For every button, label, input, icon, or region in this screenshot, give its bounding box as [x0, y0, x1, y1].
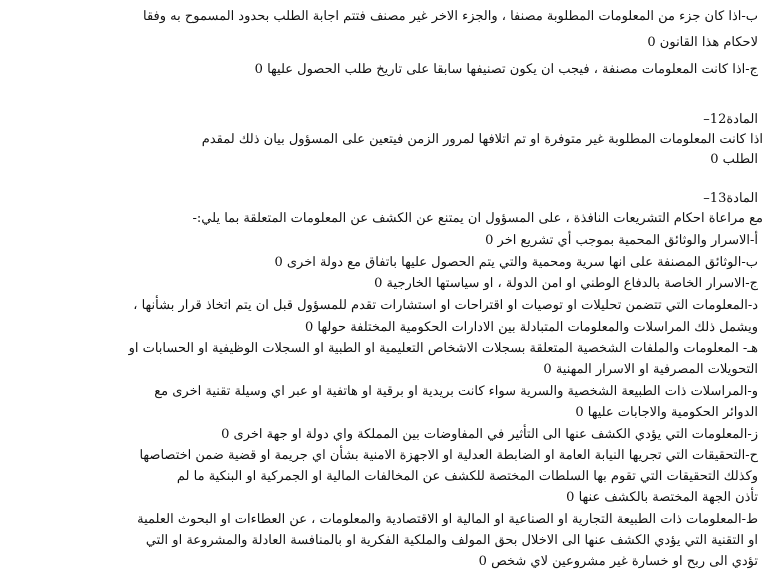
article-13-item-ha: ح-التحقيقات التي تجريها النيابة العامة او الضابطة العدلية او الاجهزة الامنية بشأن اي جريمة او قضية ضمن اختصاصها: [139, 448, 758, 463]
article-13-item-h: هـ- المعلومات والملفات الشخصية المتعلقة بسجلات الاشخاص التعليمية او الطبية او السجلات الوظيفية او الحسابات او: [128, 341, 758, 356]
article-12-text: اذا كانت المعلومات المطلوبة غير متوفرة او تم اتلافها لمرور الزمن فيتعين على المسؤول بيان ذلك لمقدم: [201, 132, 763, 147]
text-line-b: ب-اذا كان جزء من المعلومات المطلوبة مصنفا ، والجزء الاخر غير مصنف فتتم اجابة الطلب بحدود المسموح به وفقا: [142, 9, 758, 24]
article-12-text-cont: الطلب 0: [710, 152, 758, 167]
article-12-heading: المادة12–: [703, 112, 758, 127]
article-13-heading: المادة13–: [703, 191, 758, 206]
article-13-item-w-cont: الدوائر الحكومية والاجابات عليها 0: [575, 405, 758, 420]
article-13-item-ta-cont: او التقنية التي يؤدي الكشف عنها الى الاخلال بحق المولف والملكية الفكرية او بالمنافسة العادلة والمشروعة او التي: [145, 533, 758, 548]
article-13-item-h-cont: التحويلات المصرفية او الاسرار المهنية 0: [543, 362, 758, 377]
article-13-item-d-cont: ويشمل ذلك المراسلات والمعلومات المتبادلة بين الادارات الحكومية المختلفة حولها 0: [305, 320, 758, 335]
article-13-item-j: ج-الاسرار الخاصة بالدفاع الوطني او امن الدولة ، او سياستها الخارجية 0: [374, 276, 758, 291]
article-13-intro: مع مراعاة احكام التشريعات النافذة ، على المسؤول ان يمتنع عن الكشف عن المعلومات المتعلقة بما يلي:-: [192, 211, 763, 226]
article-13-item-d: د-المعلومات التي تتضمن تحليلات او توصيات او اقتراحات او استشارات تقدم للمسؤول قبل ان يتم اتخاذ قرار بشأنها ،: [133, 298, 758, 313]
text-line-b-cont: لاحكام هذا القانون 0: [647, 35, 758, 50]
article-13-item-b: ب-الوثائق المصنفة على انها سرية ومحمية والتي يتم الحصول عليها باتفاق مع دولة اخرى 0: [274, 255, 758, 270]
text-line-j: ج-اذا كانت المعلومات مصنفة ، فيجب ان يكون تصنيفها سابقا على تاريخ طلب الحصول عليها 0: [254, 62, 758, 77]
article-13-item-ha-cont2: تأذن الجهة المختصة بالكشف عنها 0: [566, 490, 758, 505]
article-13-item-ta: ط-المعلومات ذات الطبيعة التجارية او الصناعية او المالية او الاقتصادية والمعلومات ، عن العطاءات او البحوث العلمية: [137, 512, 758, 527]
article-13-item-w: و-المراسلات ذات الطبيعة الشخصية والسرية سواء كانت بريدية او برقية او هاتفية او عبر اي وسيلة تقنية اخرى مع: [154, 384, 758, 399]
article-13-item-ta-cont2: تؤدي الى ربح او خسارة غير مشروعين لاي شخص 0: [478, 554, 758, 569]
article-13-item-a: أ-الاسرار والوثائق المحمية بموجب أي تشريع اخر 0: [485, 233, 758, 248]
article-13-item-ha-cont: وكذلك التحقيقات التي تقوم بها السلطات المختصة للكشف عن المخالفات المالية او الجمركية او البنكية ما لم: [176, 469, 758, 484]
article-13-item-z: ز-المعلومات التي يؤدي الكشف عنها الى التأثير في المفاوضات بين المملكة واي دولة او جهة اخرى 0: [221, 427, 758, 442]
